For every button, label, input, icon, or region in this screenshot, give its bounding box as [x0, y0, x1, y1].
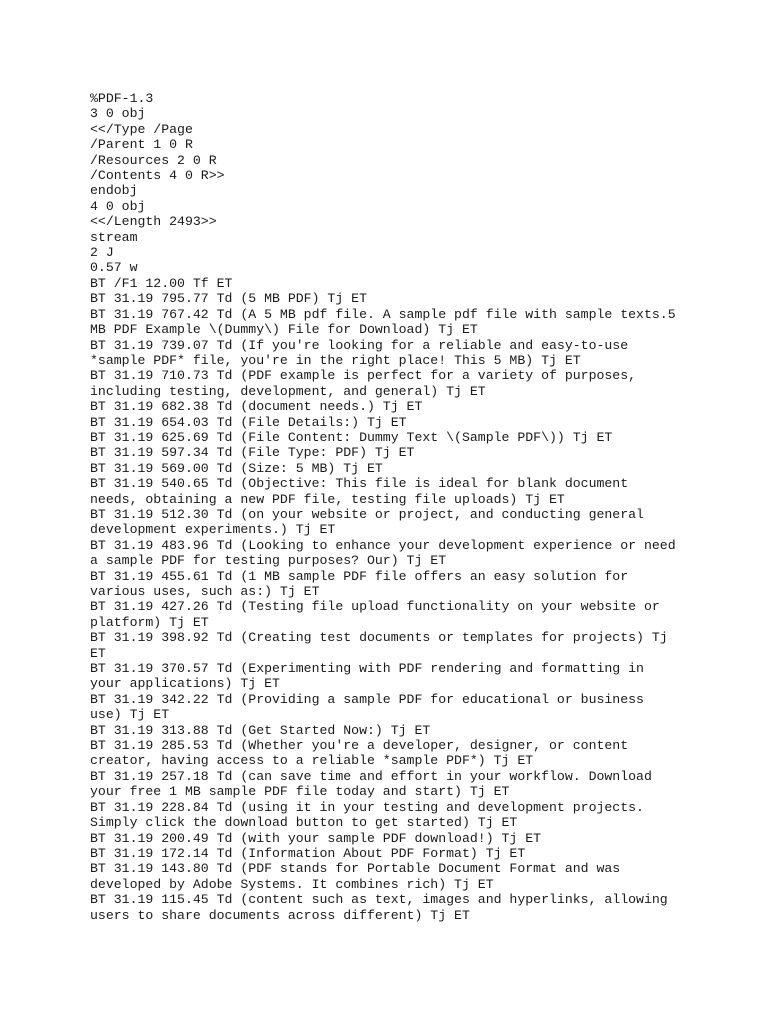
- pdf-source-line: users to share documents across different) Tj ET: [90, 907, 470, 923]
- pdf-source-line: BT 31.19 739.07 Td (If you're looking for a reliable and easy-to-use: [90, 337, 629, 353]
- pdf-source-line: various uses, such as:) Tj ET: [90, 584, 320, 599]
- pdf-source-line: *sample PDF* file, you're in the right place! This 5 MB) Tj ET: [90, 352, 581, 368]
- pdf-source-line: 4 0 obj: [90, 198, 146, 214]
- pdf-source-line: development experiments.) Tj ET: [90, 522, 336, 538]
- pdf-source-line: 0.57 w: [90, 260, 138, 276]
- pdf-source-line: BT 31.19 313.88 Td (Get Started Now:) Tj ET: [90, 722, 431, 738]
- pdf-source-line: BT 31.19 483.96 Td (Looking to enhance your development experience or need: [90, 537, 676, 553]
- pdf-source-line: BT 31.19 512.30 Td (on your website or project, and conducting general: [90, 506, 644, 522]
- pdf-source-line: endobj: [90, 183, 138, 199]
- pdf-source-line: /Contents 4 0 R>>: [90, 168, 225, 184]
- pdf-source-line: BT 31.19 427.26 Td (Testing file upload functionality on your website or: [90, 599, 660, 615]
- pdf-source-line: BT 31.19 115.45 Td (content such as text, images and hyperlinks, allowing: [90, 892, 668, 908]
- pdf-source-line: 2 J: [90, 245, 114, 261]
- pdf-source-line: BT 31.19 540.65 Td (Objective: This file is ideal for blank document: [90, 476, 629, 492]
- pdf-source-line: a sample PDF for testing purposes? Our) Tj ET: [90, 553, 447, 569]
- pdf-source-line: BT 31.19 455.61 Td (1 MB sample PDF file offers an easy solution for: [90, 568, 629, 584]
- pdf-source-line: BT 31.19 569.00 Td (Size: 5 MB) Tj ET: [90, 460, 383, 476]
- pdf-source-line: your applications) Tj ET: [90, 676, 280, 692]
- pdf-source-line: creator, having access to a reliable *sample PDF*) Tj ET: [90, 753, 534, 769]
- pdf-source-line: BT 31.19 143.80 Td (PDF stands for Portable Document Format and was: [90, 861, 621, 877]
- pdf-source-line: <</Type /Page: [90, 121, 193, 137]
- pdf-source-line: BT 31.19 682.38 Td (document needs.) Tj ET: [90, 399, 423, 415]
- pdf-source-line: BT 31.19 398.92 Td (Creating test documents or templates for projects) Tj: [90, 630, 668, 646]
- pdf-source-line: BT 31.19 285.53 Td (Whether you're a developer, designer, or content: [90, 738, 629, 754]
- pdf-source-text: [90, 91, 730, 923]
- pdf-source-line: BT 31.19 710.73 Td (PDF example is perfect for a variety of purposes,: [90, 368, 637, 384]
- pdf-source-line: use) Tj ET: [90, 707, 170, 723]
- pdf-source-line: Simply click the download button to get started) Tj ET: [90, 815, 518, 831]
- pdf-source-line: platform) Tj ET: [90, 614, 209, 630]
- pdf-source-line: BT 31.19 767.42 Td (A 5 MB pdf file. A sample pdf file with sample texts.5: [90, 306, 676, 322]
- pdf-source-line: your free 1 MB sample PDF file today and start) Tj ET: [90, 784, 510, 800]
- pdf-source-line: MB PDF Example \(Dummy\) File for Download) Tj ET: [90, 322, 478, 338]
- pdf-source-line: ET: [90, 645, 106, 661]
- pdf-source-line: including testing, development, and general) Tj ET: [90, 383, 486, 399]
- pdf-source-line: /Resources 2 0 R: [90, 152, 217, 168]
- pdf-source-line: BT 31.19 200.49 Td (with your sample PDF download!) Tj ET: [90, 830, 542, 846]
- pdf-source-line: <</Length 2493>>: [90, 214, 217, 230]
- pdf-source-line: needs, obtaining a new PDF file, testing file uploads) Tj ET: [90, 491, 565, 507]
- pdf-source-line: %PDF-1.3: [90, 91, 154, 106]
- pdf-source-line: BT 31.19 625.69 Td (File Content: Dummy Text \(Sample PDF\)) Tj ET: [90, 429, 613, 445]
- pdf-source-line: BT 31.19 172.14 Td (Information About PDF Format) Tj ET: [90, 845, 526, 861]
- pdf-source-line: BT /F1 12.00 Tf ET: [90, 275, 233, 291]
- pdf-source-line: BT 31.19 228.84 Td (using it in your testing and development projects.: [90, 799, 644, 815]
- pdf-source-line: developed by Adobe Systems. It combines rich) Tj ET: [90, 876, 494, 892]
- pdf-source-line: BT 31.19 795.77 Td (5 MB PDF) Tj ET: [90, 291, 367, 307]
- pdf-source-line: BT 31.19 257.18 Td (can save time and effort in your workflow. Download: [90, 768, 652, 784]
- pdf-source-line: BT 31.19 654.03 Td (File Details:) Tj ET: [90, 414, 407, 430]
- pdf-source-line: /Parent 1 0 R: [90, 137, 193, 153]
- pdf-source-line: BT 31.19 342.22 Td (Providing a sample PDF for educational or business: [90, 691, 644, 707]
- pdf-source-line: BT 31.19 597.34 Td (File Type: PDF) Tj ET: [90, 445, 415, 461]
- pdf-source-line: BT 31.19 370.57 Td (Experimenting with PDF rendering and formatting in: [90, 661, 644, 677]
- pdf-source-line: stream: [90, 229, 138, 245]
- pdf-source-line: 3 0 obj: [90, 106, 146, 122]
